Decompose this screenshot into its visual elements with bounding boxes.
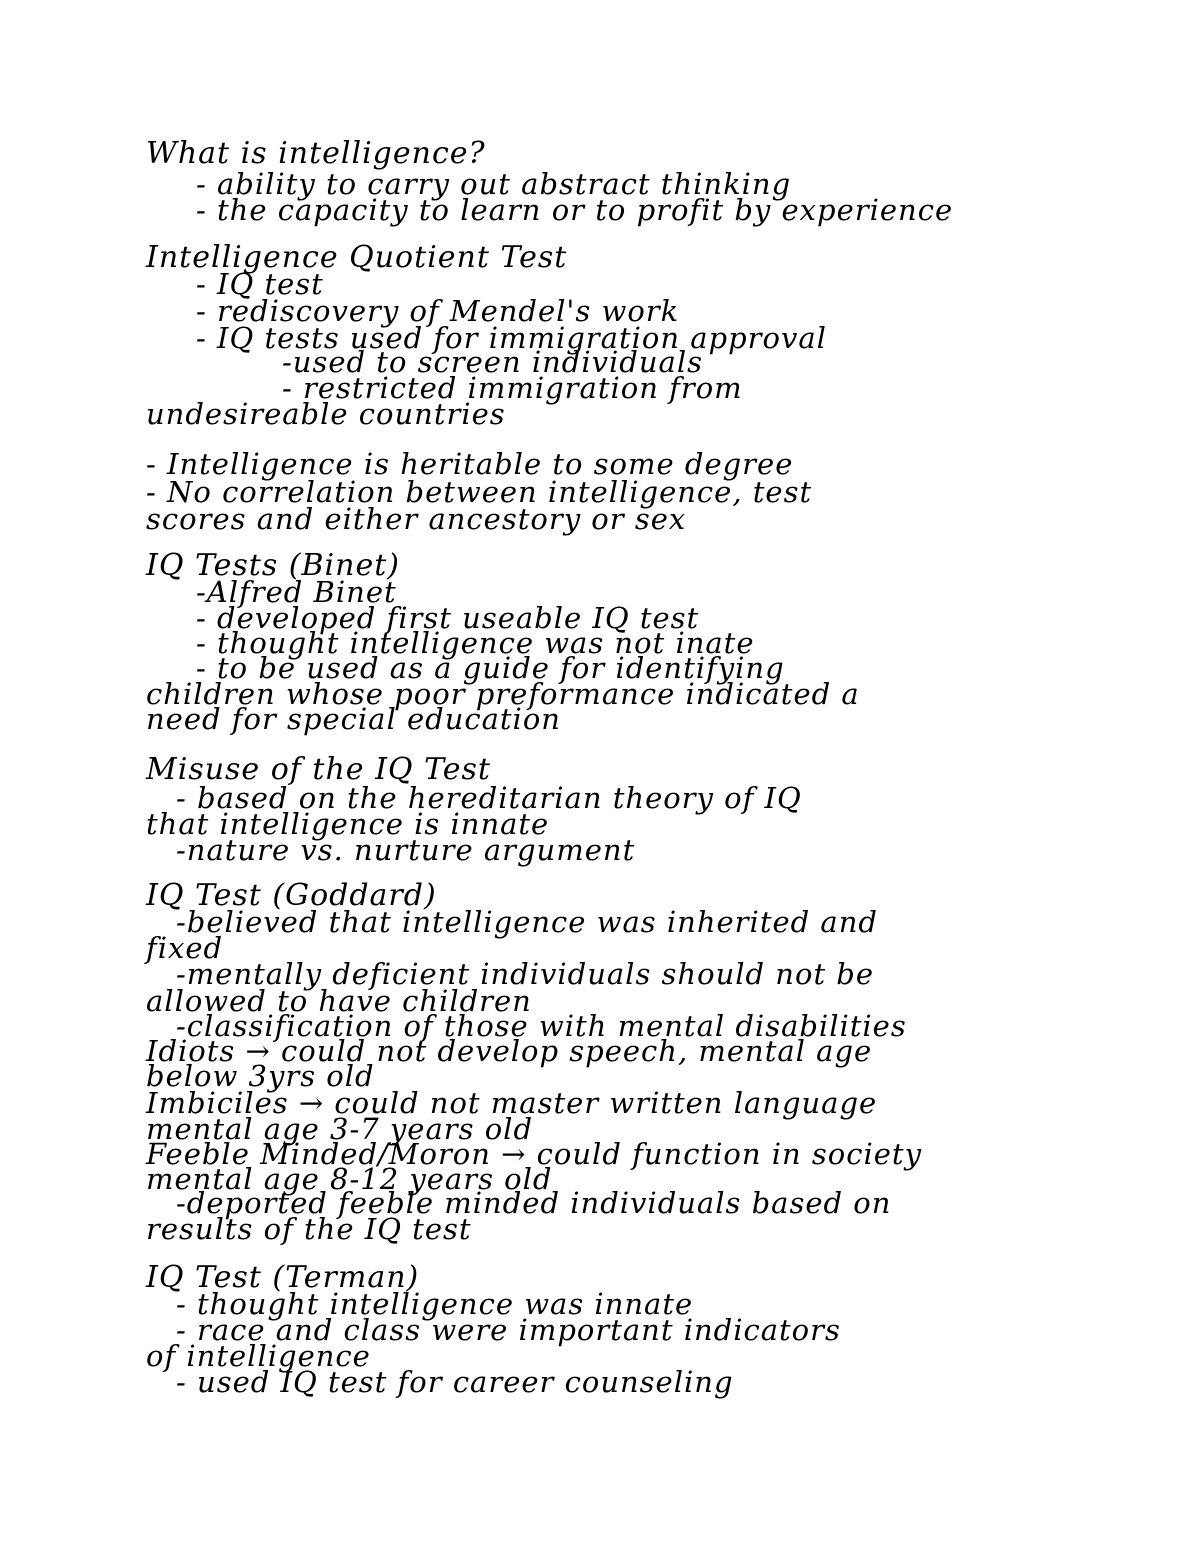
- note-line: undesireable countries: [146, 397, 506, 431]
- note-line: -classification of those with mental disabilities: [176, 1009, 907, 1043]
- note-line: results of the IQ test: [146, 1212, 472, 1246]
- note-line: Idiots → could not develop speech, mental age: [146, 1034, 873, 1068]
- note-line: - to be used as a guide for identifying: [196, 651, 785, 685]
- note-line: - thought intelligence was innate: [176, 1287, 694, 1321]
- note-line: - rediscovery of Mendel's work: [196, 294, 680, 328]
- note-line: scores and either ancestory or sex: [146, 502, 687, 536]
- heading-what-is-intelligence: What is intelligence?: [146, 136, 486, 171]
- note-line: allowed to have children: [146, 984, 532, 1018]
- heading-iq-quotient-test: Intelligence Quotient Test: [146, 240, 568, 275]
- note-line: below 3yrs old: [146, 1059, 375, 1093]
- note-line: Feeble Minded/Moron → could function in society: [146, 1137, 922, 1171]
- note-line: -believed that intelligence was inherited and: [176, 905, 878, 939]
- note-line: - No correlation between intelligence, test: [146, 475, 813, 509]
- heading-misuse-of-iq-test: Misuse of the IQ Test: [146, 752, 491, 787]
- note-line: - restricted immigration from: [282, 371, 743, 405]
- note-line: Imbiciles → could not master written language: [146, 1086, 878, 1120]
- note-line: need for special education: [146, 702, 561, 736]
- note-line: - developed first useable IQ test: [196, 601, 700, 635]
- note-line: - ability to carry out abstract thinking: [196, 167, 792, 201]
- note-line: -Alfred Binet: [196, 575, 397, 609]
- note-line: - IQ test: [196, 267, 324, 301]
- heading-iq-test-goddard: IQ Test (Goddard): [146, 878, 437, 913]
- note-line: - the capacity to learn or to profit by experience: [196, 193, 954, 227]
- heading-iq-tests-binet: IQ Tests (Binet): [146, 548, 400, 583]
- note-line: fixed: [146, 931, 224, 965]
- note-line: mental age 8-12 years old: [146, 1162, 553, 1196]
- note-line: - used IQ test for career counseling: [176, 1365, 734, 1399]
- note-line: of intelligence: [146, 1339, 371, 1373]
- note-line: - race and class were important indicators: [176, 1313, 841, 1347]
- heading-iq-test-terman: IQ Test (Terman): [146, 1260, 420, 1295]
- note-line: - based on the hereditarian theory of IQ: [176, 781, 802, 815]
- note-line: - thought intelligence was not inate: [196, 626, 755, 660]
- note-line: -mentally deficient individuals should not be: [176, 957, 875, 991]
- note-line: mental age 3-7 years old: [146, 1112, 534, 1146]
- note-line: -used to screen individuals: [282, 345, 703, 379]
- note-line: that intelligence is innate: [146, 807, 550, 841]
- note-line: -nature vs. nurture argument: [176, 833, 636, 867]
- note-line: - Intelligence is heritable to some degree: [146, 447, 794, 481]
- note-line: children whose poor preformance indicated a: [146, 677, 860, 711]
- note-line: -deported feeble minded individuals based on: [176, 1186, 892, 1220]
- note-line: - IQ tests used for immigration approval: [196, 321, 827, 355]
